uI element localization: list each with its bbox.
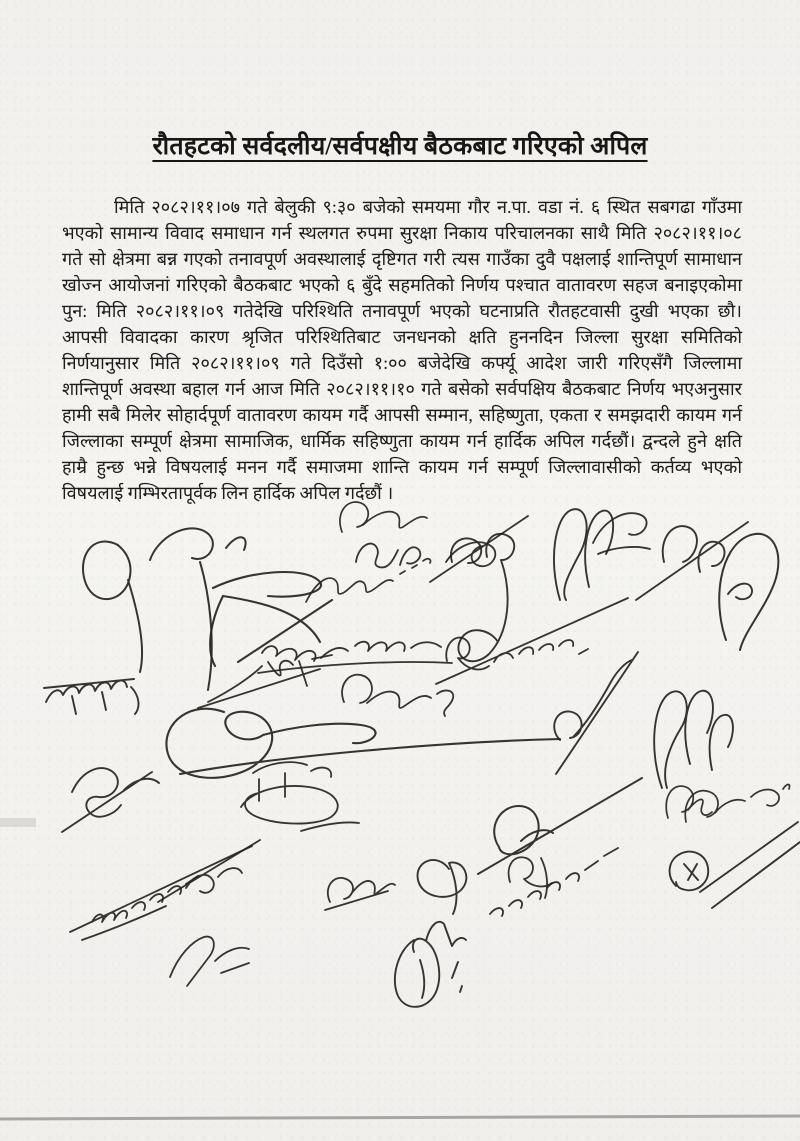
body-line-3: गते सो क्षेत्रमा बन्न गएको तनावपूर्ण अवस्थालाई दृष्टिगत गरी त्यस गाउँका दुवै पक्षलाई शान्तिपूर्ण सामाधान <box>62 249 742 269</box>
signature-ink-31 <box>325 878 395 910</box>
signature-ink-28 <box>70 846 252 940</box>
signature-ink-4 <box>593 513 650 554</box>
scan-edge-artifact <box>0 818 36 827</box>
signature-ink-27 <box>670 822 800 908</box>
signature-ink-22 <box>241 762 359 831</box>
signature-ink-32 <box>395 922 466 1007</box>
signature-ink-18 <box>554 652 638 774</box>
body-line-12: विषयलाई गम्भिरतापूर्वक लिन हार्दिक अपिल गर्दछौं । <box>62 483 394 503</box>
document-title: रौतहटको सर्वदलीय/सर्वपक्षीय बैठकबाट गरिएको अपिल <box>152 133 648 160</box>
body-line-7: निर्णयानुसार मिति २०८२।११।०९ गते दिउँसो १:०० बजेदेखि कर्फ्यू आदेश जारी गरिएसँगै जिल्लामा <box>62 353 742 373</box>
scan-fold-line <box>0 1116 800 1119</box>
signature-ink-15 <box>198 655 332 708</box>
signature-ink-13 <box>436 598 628 684</box>
signature-ink-24 <box>478 778 642 874</box>
signature-ink-5 <box>636 522 752 600</box>
body-line-2: भएको सामान्य विवाद समाधान गर्न स्थलगत रुपमा सुरक्षा निकाय परिचालनका साथै मिति २०८२।११।०८ <box>62 223 742 243</box>
signature-ink-2 <box>356 544 420 568</box>
signature-ink-11 <box>340 502 427 532</box>
signature-ink-17 <box>166 709 560 778</box>
signature-ink-12 <box>258 642 452 673</box>
signature-ink-14 <box>44 679 138 714</box>
body-line-5: पुन: मिति २०८२।११।०९ गतेदेखि परिश्थिति तनावपूर्ण भएको घटनाप्रति रौतहटवासी दुखी भएका छौ। <box>62 301 742 321</box>
signature-ink-7 <box>306 559 431 602</box>
signature-ink-21 <box>62 768 159 832</box>
body-line-1: मिति २०८२।११।०७ गते बेलुकी ९:३० बजेको समयमा गौर न.पा. वडा नं. ६ स्थित सबगढा गाँउमा <box>114 197 742 217</box>
signature-group <box>44 502 800 1007</box>
body-line-10: जिल्लाका सम्पूर्ण क्षेत्रमा सामाजिक, धार्मिक सहिष्णुता कायम गर्न हार्दिक अपिल गर्दछौं। द्वन्दले हुने क्षति <box>62 431 742 451</box>
body-line-8: शान्तिपूर्ण अवस्था बहाल गर्न आज मिति २०८२।११।१० गते बसेको सर्वपक्षिय बैठकबाट निर्णय भएअनुसार <box>62 379 742 399</box>
signature-ink-33 <box>509 857 552 898</box>
signature-ink-23 <box>418 860 467 914</box>
signature-ink-29 <box>158 840 260 902</box>
signature-ink-9 <box>451 534 514 661</box>
signature-ink-30 <box>170 937 249 986</box>
body-line-11: हाम्रै हुन्छ भन्ने विषयलाई मनन गर्दै समाजमा शान्ति कायम गर्न सम्पूर्ण जिल्लावासीको कर्तव्य भएको <box>62 457 742 477</box>
signature-ink-16 <box>342 675 453 716</box>
signature-ink-19 <box>654 691 733 788</box>
body-line-4: खोज्न आयोजनां गरिएको बैठकबाट भएको ६ बुँदे सहमतिको निर्णय पश्चात वातावरण सहज बनाइएकोमा <box>62 275 742 295</box>
signature-ink-1 <box>83 528 246 690</box>
body-line-9: हामी सबै मिलेर सोहार्दपूर्ण वातावरण कायम गर्दै आपसी सम्मान, सहिष्णुता, एकता र समझदारी कायम गर्न <box>62 405 742 425</box>
signature-ink-6 <box>719 534 778 650</box>
signature-ink-26 <box>685 785 789 823</box>
body-line-6: आपसी विवादका कारण श्रृजित परिश्थितिबाट जनधनको क्षति हुननदिन जिल्ला सुरक्षा समितिको <box>62 327 742 347</box>
signature-ink-10 <box>554 509 613 600</box>
